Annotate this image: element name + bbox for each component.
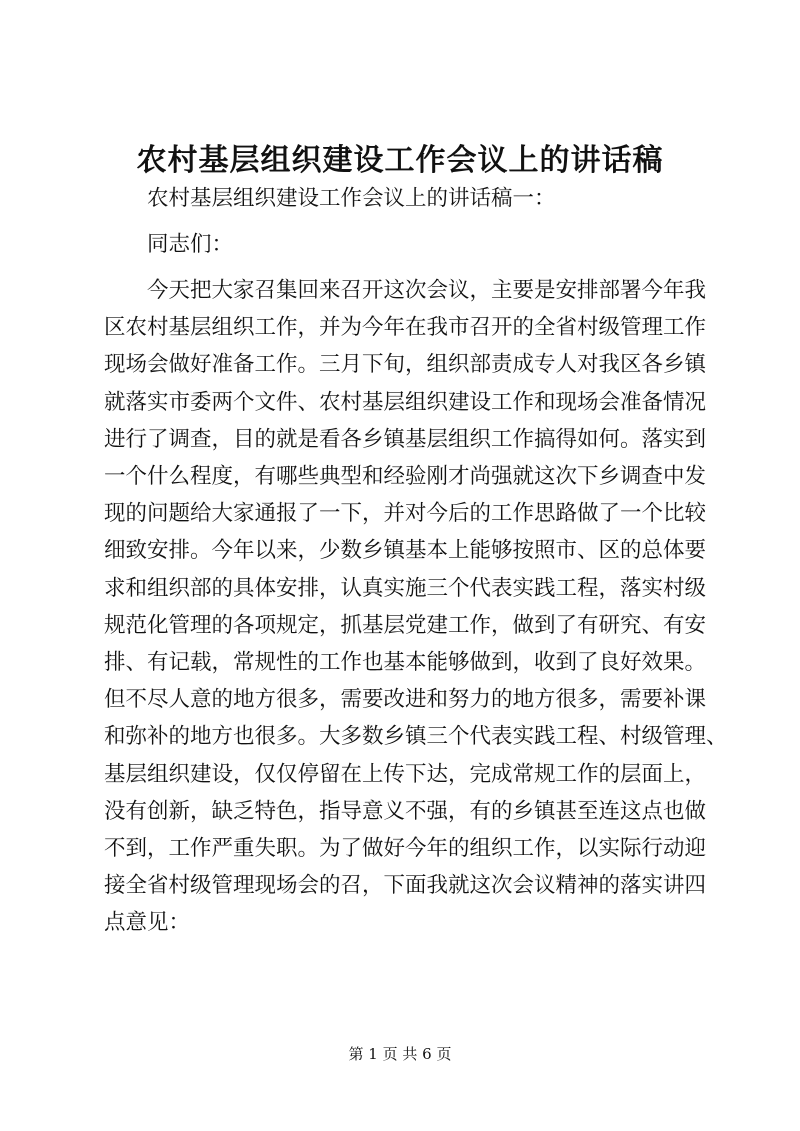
paragraph-line: 就落实市委两个文件、农村基层组织建设工作和现场会准备情况 [104, 389, 707, 415]
paragraph-line: 没有创新，缺乏特色，指导意义不强，有的乡镇甚至连这点也做 [104, 798, 707, 824]
paragraph-line: 求和组织部的具体安排，认真实施三个代表实践工程，落实村级 [104, 575, 707, 601]
salutation: 同志们： [147, 232, 234, 257]
paragraph-line: 今天把大家召集回来召开这次会议，主要是安排部署今年我 [147, 278, 707, 303]
page-number: 第 1 页 共 6 页 [348, 1045, 452, 1063]
paragraph-line: 现的问题给大家通报了一下，并对今后的工作思路做了一个比较 [104, 501, 707, 527]
paragraph-line: 接全省村级管理现场会的召，下面我就这次会议精神的落实讲四 [104, 873, 707, 899]
paragraph-line: 规范化管理的各项规定，抓基层党建工作，做到了有研究、有安 [104, 612, 707, 638]
paragraph-line: 点意见： [104, 910, 191, 936]
paragraph-line: 和弥补的地方也很多。大多数乡镇三个代表实践工程、村级管理、 [104, 724, 728, 750]
document-subtitle: 农村基层组织建设工作会议上的讲话稿一： [147, 186, 556, 211]
paragraph-line: 不到，工作严重失职。为了做好今年的组织工作，以实际行动迎 [104, 836, 707, 861]
paragraph-line: 排、有记载，常规性的工作也基本能够做到，收到了良好效果。 [104, 650, 707, 675]
paragraph-line: 现场会做好准备工作。三月下旬，组织部责成专人对我区各乡镇 [104, 352, 707, 378]
paragraph-line: 一个什么程度，有哪些典型和经验刚才尚强就这次下乡调查中发 [104, 464, 707, 489]
document-title: 农村基层组织建设工作会议上的讲话稿 [136, 143, 664, 178]
paragraph-line: 基层组织建设，仅仅停留在上传下达，完成常规工作的层面上， [104, 761, 707, 787]
paragraph-line: 进行了调查，目的就是看各乡镇基层组织工作搞得如何。落实到 [104, 426, 707, 452]
paragraph-line: 细致安排。今年以来，少数乡镇基本上能够按照市、区的总体要 [104, 538, 707, 564]
paragraph-line: 但不尽人意的地方很多，需要改进和努力的地方很多，需要补课 [104, 687, 707, 713]
paragraph-line: 区农村基层组织工作，并为今年在我市召开的全省村级管理工作 [104, 315, 707, 341]
